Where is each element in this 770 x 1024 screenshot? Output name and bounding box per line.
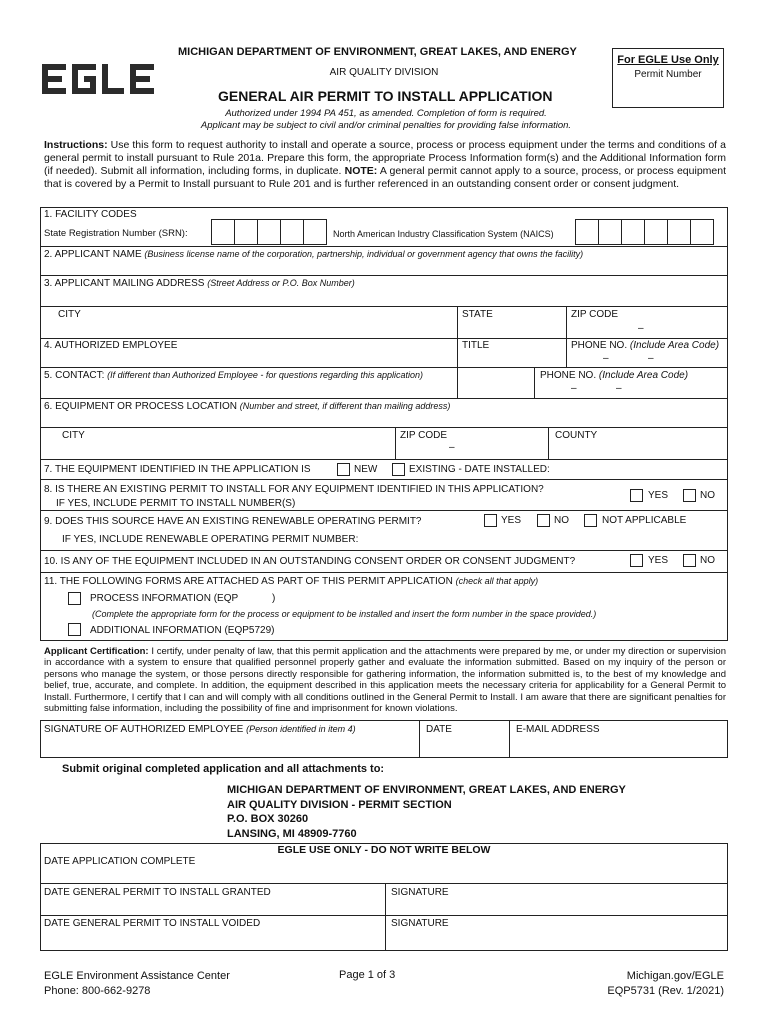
- location-city-label: CITY: [62, 430, 85, 441]
- naics-box[interactable]: [667, 219, 691, 245]
- equipment-location-label: [44, 401, 450, 412]
- assistance-phone: Phone: 800-662-9278: [44, 985, 151, 997]
- rop-na-checkbox[interactable]: [584, 514, 597, 527]
- phone-label: [571, 340, 719, 351]
- applicant-name-field[interactable]: [41, 262, 727, 274]
- rop-number-label: IF YES, INCLUDE RENEWABLE OPERATING PERMIT NUMBER:: [62, 534, 359, 545]
- additional-info-label: ADDITIONAL INFORMATION (EQP5729): [90, 625, 275, 636]
- srn-label: State Registration Number (SRN):: [44, 228, 188, 239]
- certification-text: I certify, under penalty of law, that this permit application and the attachments were prepared by me, or under my direction or supervision in accordance with a system to ensure that qualified personnel properly gather and evaluate the information submitted. Based on my inquiry of the person or persons who manage the system, or those persons directly responsible for gathering information, the information submitted is, to the best of my knowledge and belief, true, accurate, and complete. In addition, the equipment described in this application meets the necessary criteria for applicability for a General Permit to Install. Furthermore, I certify that I can and will comply with all conditions outlined in the General Permit to Install. I am aware that there are significant penalties for submitting false information, including the possibility of fine and imprisonment for known violations.: [44, 646, 726, 715]
- contact-label-note: (If different than Authorized Employee - for questions regarding this application): [107, 370, 424, 380]
- applicant-name-note: (Business license name of the corporation, partnership, individual or government agency that owns the facility): [144, 249, 584, 259]
- date-voided-label: DATE GENERAL PERMIT TO INSTALL VOIDED: [44, 918, 261, 929]
- division-name: AIR QUALITY DIVISION: [329, 67, 439, 78]
- srn-box[interactable]: [234, 219, 258, 245]
- contact-phone-label: [540, 370, 688, 381]
- footer-right: [560, 969, 724, 999]
- authorized-employee-label: 4. AUTHORIZED EMPLOYEE: [44, 340, 178, 351]
- contact-phone-dash: –: [616, 383, 622, 394]
- form-title: GENERAL AIR PERMIT TO INSTALL APPLICATION: [218, 88, 553, 104]
- contact-label-text: 5. CONTACT:: [44, 370, 105, 381]
- instructions: [44, 139, 726, 191]
- address-line-1: MICHIGAN DEPARTMENT OF ENVIRONMENT, GREAT LAKES, AND ENERGY: [227, 784, 626, 796]
- authority-note: Authorized under 1994 PA 451, as amended. Completion of form is required.: [225, 108, 547, 119]
- certification-label: Applicant Certification:: [44, 646, 149, 657]
- state-label: STATE: [462, 309, 493, 320]
- consent-no-label: NO: [700, 555, 715, 566]
- existing-label: EXISTING - DATE INSTALLED:: [409, 464, 550, 475]
- pti-no-label: NO: [700, 490, 715, 501]
- voided-signature-label: SIGNATURE: [391, 918, 449, 929]
- process-info-close: ): [272, 593, 276, 604]
- contact-phone-dash: –: [571, 383, 577, 394]
- date-granted-label: DATE GENERAL PERMIT TO INSTALL GRANTED: [44, 887, 271, 898]
- egle-use-only-box: [612, 48, 724, 108]
- footer-left: [44, 969, 230, 999]
- egle-logo: [40, 58, 156, 103]
- attached-forms-note: (check all that apply): [455, 576, 539, 586]
- rop-question: 9. DOES THIS SOURCE HAVE AN EXISTING RENEWABLE OPERATING PERMIT?: [44, 516, 422, 527]
- attached-forms-text: 11. THE FOLLOWING FORMS ARE ATTACHED AS PART OF THIS PERMIT APPLICATION: [44, 576, 453, 587]
- zip-label: ZIP CODE: [571, 309, 619, 320]
- rop-no-label: NO: [554, 515, 569, 526]
- mailing-address-field[interactable]: [41, 291, 727, 305]
- consent-yes-label: YES: [648, 555, 669, 566]
- pti-number-label: IF YES, INCLUDE PERMIT TO INSTALL NUMBER(S): [56, 498, 296, 509]
- equipment-location-note: (Number and street, if different than mailing address): [239, 401, 451, 411]
- date-complete-label: DATE APPLICATION COMPLETE: [44, 856, 196, 867]
- process-info-note: (Complete the appropriate form for the process or equipment to be installed and insert the form number in the space provided.): [92, 609, 597, 619]
- form-id: EQP5731 (Rev. 1/2021): [607, 985, 724, 997]
- granted-signature-label: SIGNATURE: [391, 887, 449, 898]
- consent-question: 10. IS ANY OF THE EQUIPMENT INCLUDED IN AN OUTSTANDING CONSENT ORDER OR CONSENT JUDGMENT?: [44, 556, 576, 567]
- attached-forms-label: [44, 576, 538, 587]
- signature-label-text: SIGNATURE OF AUTHORIZED EMPLOYEE: [44, 724, 244, 735]
- mailing-address-label: 3. APPLICANT MAILING ADDRESS: [44, 278, 205, 289]
- pti-yes-checkbox[interactable]: [630, 489, 643, 502]
- email-field[interactable]: [511, 738, 726, 755]
- penalty-note: Applicant may be subject to civil and/or criminal penalties for providing false information.: [200, 120, 572, 131]
- rop-no-checkbox[interactable]: [537, 514, 550, 527]
- pti-no-checkbox[interactable]: [683, 489, 696, 502]
- phone-label-text: PHONE NO.: [571, 340, 628, 351]
- rop-yes-label: YES: [501, 515, 522, 526]
- equipment-status-label: 7. THE EQUIPMENT IDENTIFIED IN THE APPLICATION IS: [44, 464, 311, 475]
- department-name: MICHIGAN DEPARTMENT OF ENVIRONMENT, GREAT LAKES, AND ENERGY: [178, 46, 577, 58]
- location-zip-label: ZIP CODE: [400, 430, 448, 441]
- process-info-checkbox[interactable]: [68, 592, 81, 605]
- date-field[interactable]: [421, 738, 508, 755]
- phone-label-note: (Include Area Code): [629, 340, 720, 351]
- website-link[interactable]: Michigan.gov/EGLE: [626, 970, 724, 982]
- srn-box[interactable]: [211, 219, 235, 245]
- naics-label: North American Industry Classification System (NAICS): [333, 229, 554, 239]
- submit-address: [227, 783, 626, 841]
- existing-pti-question: 8. IS THERE AN EXISTING PERMIT TO INSTALL FOR ANY EQUIPMENT IDENTIFIED IN THIS APPLICATION?: [44, 484, 544, 495]
- date-label: DATE: [426, 724, 452, 735]
- consent-no-checkbox[interactable]: [683, 554, 696, 567]
- srn-box[interactable]: [280, 219, 304, 245]
- title-label: TITLE: [462, 340, 490, 351]
- process-info-form-number[interactable]: [226, 592, 268, 604]
- phone-dash: –: [603, 353, 609, 364]
- srn-box[interactable]: [257, 219, 281, 245]
- permit-number-label: Permit Number: [634, 69, 702, 80]
- address-line-2: AIR QUALITY DIVISION - PERMIT SECTION: [227, 798, 452, 811]
- city-label: CITY: [58, 309, 81, 320]
- consent-yes-checkbox[interactable]: [630, 554, 643, 567]
- assistance-center: EGLE Environment Assistance Center: [44, 970, 230, 982]
- applicant-name-label: 2. APPLICANT NAME: [44, 249, 142, 260]
- email-label: E-MAIL ADDRESS: [516, 724, 600, 735]
- rop-na-label: NOT APPLICABLE: [602, 515, 687, 526]
- pti-yes-label: YES: [648, 490, 669, 501]
- naics-box[interactable]: [575, 219, 599, 245]
- zip-dash: –: [638, 323, 644, 334]
- new-label: NEW: [354, 464, 378, 475]
- phone-dash: –: [648, 353, 654, 364]
- additional-info-checkbox[interactable]: [68, 623, 81, 636]
- contact-phone-label-text: PHONE NO.: [540, 370, 597, 381]
- instructions-text: Use this form to request authority to install and operate a source, process or process equipment under the terms and conditions of a general permit to install pursuant to Rule 201a. Prepare this form, the appropriate Process Information form(s) and the Additional Information form (if needed). Submit all information, including forms, in duplicate.: [44, 139, 726, 177]
- submit-heading: Submit original completed application and all attachments to:: [62, 763, 385, 775]
- signature-label: [44, 724, 356, 735]
- existing-checkbox[interactable]: [392, 463, 405, 476]
- applicant-certification: [44, 646, 726, 714]
- naics-box[interactable]: [598, 219, 622, 245]
- note-text: A general permit cannot apply to a source, process, or process equipment that is covered by a Permit to Install pursuant to Rule 201 and is further referenced in an outstanding consent order or consent judgment.: [44, 165, 726, 190]
- equipment-location-text: 6. EQUIPMENT OR PROCESS LOCATION: [44, 401, 237, 412]
- naics-box[interactable]: [690, 219, 714, 245]
- location-zip-dash: –: [449, 442, 455, 453]
- page-number: Page 1 of 3: [339, 969, 396, 981]
- section-2-label: [44, 249, 583, 260]
- process-info-label: PROCESS INFORMATION (EQP: [90, 593, 239, 604]
- srn-box[interactable]: [303, 219, 327, 245]
- contact-phone-note: (Include Area Code): [598, 370, 689, 381]
- address-line-3: P.O. BOX 30260: [227, 813, 309, 825]
- egle-logo-mark: [40, 58, 156, 100]
- instructions-label: Instructions:: [44, 139, 108, 151]
- contact-label: [44, 370, 423, 381]
- county-label: COUNTY: [555, 430, 598, 441]
- signature-field[interactable]: [42, 738, 418, 755]
- address-line-4: LANSING, MI 48909-7760: [227, 827, 357, 840]
- section-1-label: 1. FACILITY CODES: [44, 209, 137, 220]
- signature-label-note: (Person identified in item 4): [246, 724, 356, 734]
- mailing-address-note: (Street Address or P.O. Box Number): [207, 278, 355, 288]
- naics-box[interactable]: [644, 219, 668, 245]
- section-3-label: [44, 278, 355, 289]
- egle-use-only-title: For EGLE Use Only: [617, 54, 719, 66]
- note-label: NOTE:: [344, 165, 378, 177]
- naics-box[interactable]: [621, 219, 645, 245]
- rop-yes-checkbox[interactable]: [484, 514, 497, 527]
- egle-use-only-heading: EGLE USE ONLY - DO NOT WRITE BELOW: [277, 844, 491, 856]
- new-checkbox[interactable]: [337, 463, 350, 476]
